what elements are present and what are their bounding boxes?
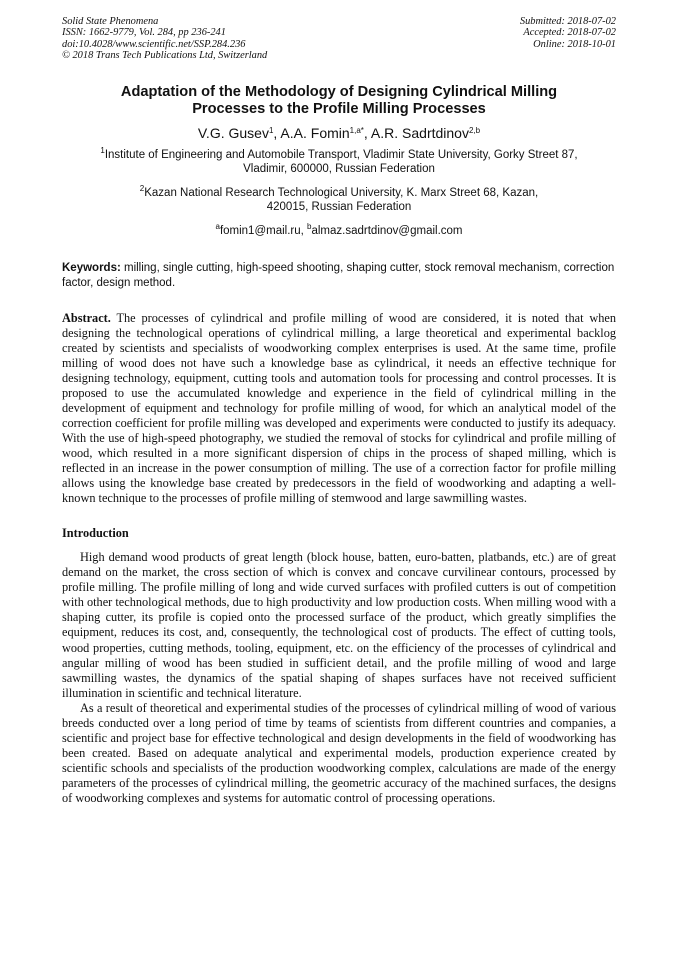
submitted-date: Submitted: 2018-07-02: [519, 16, 616, 27]
abstract-label: Abstract.: [62, 310, 111, 325]
affiliation-1: [62, 145, 616, 177]
intro-paragraph-1: High demand wood products of great length (block house, batten, euro-batten, platbands, etc.) are of great demand on the market, the cross section of which is convex and concave curvilinear contours, processed by profile milling. The profile milling of long and wide curved surfaces with profiled cutters is out of competition with other technological methods, due to high productivity and low production costs. When milling wood with a shaping cutter, its profile is copied onto the processed surface of the product, which greatly simplifies the equipment, reduces its cost, and, consequently, the technological cost of products. The effect of cutting tools, wood properties, cutting methods, tooling, equipment, etc. on the efficiency of the processes of cylindrical and angular milling of wood has been studied in sufficient detail, and the profile milling of wood and large sawmilling wastes, the dynamics of the spatial shaping of shapes surfaces have not received sufficient illumination in scientific and technical literature.: [62, 550, 616, 700]
dates-info: [520, 16, 616, 62]
affiliation-line: Institute of Engineering and Automobile Transport, Vladimir State University, Gorky Street 87,: [104, 148, 578, 161]
journal-name: Solid State Phenomena: [62, 16, 159, 27]
affiliation-line: Kazan National Research Technological University, K. Marx Street 68, Kazan,: [144, 186, 539, 199]
copyright-line: © 2018 Trans Tech Publications Ltd, Switzerland: [62, 50, 268, 62]
online-date: Online: 2018-10-01: [533, 38, 616, 50]
author-superscript: 1: [268, 125, 274, 135]
journal-info: [62, 16, 267, 62]
author-list: [62, 124, 616, 142]
author-name: A.R. Sadrtdinov: [370, 124, 469, 141]
accepted-date: Accepted: 2018-07-02: [523, 27, 616, 39]
keywords-block: [62, 261, 616, 291]
abstract-text: The processes of cylindrical and profile milling of wood are considered, it is noted that when designing the technological operations of cylindrical milling, a large theoretical and experimental backlog created by scientists and specialists of woodworking complex enterprises is used. At the same time, profile milling of wood does not have such a knowledge base as cylindrical, it needs an effective technique for designing technology, equipment, cutting tools and automation tools for processing and control processes. It is proposed to use the accumulated knowledge and experience in the field of cylindrical milling in the development of equipment and technology for profile milling of wood, for which an analytical model of the correction coefficient for profile milling was developed and experiments were conducted to justify its adequacy. With the use of high-speed photography, we studied the removal of stocks for cylindrical and profile milling of wood, which resulted in a more significant dispersion of chips in the process of shaped milling, which is reflected in an increase in the power consumption of milling. The use of a correction factor for profile milling allows using the knowledge base created by predecessors in the field of woodworking and adapting a well-known technique to the processes of profile milling of stemwood and large sawmilling wastes.: [62, 310, 616, 506]
email-link[interactable]: almaz.sadrtdinov@gmail.com: [311, 224, 463, 237]
author-superscript: 2,b: [468, 125, 481, 135]
title-line-1: Adaptation of the Methodology of Designing Cylindrical Milling: [120, 83, 558, 100]
affiliation-line: 420015, Russian Federation: [266, 201, 412, 214]
keywords-label: Keywords:: [62, 261, 121, 274]
email-superscript: b: [307, 221, 312, 231]
author-name: V.G. Gusev: [197, 124, 269, 141]
affiliation-superscript: 1: [100, 145, 105, 155]
affiliation-superscript: 2: [139, 183, 145, 193]
author-separator: ,: [363, 124, 371, 141]
keywords-text: milling, single cutting, high-speed shooting, shaping cutter, stock removal mechanism, correction factor, design method.: [62, 261, 615, 289]
affiliation-line: Vladimir, 600000, Russian Federation: [243, 163, 435, 176]
title-line-2: Processes to the Profile Milling Processes: [192, 101, 486, 118]
author-emails: [62, 221, 616, 238]
author-separator: ,: [273, 124, 281, 141]
paper-title: [62, 84, 616, 119]
abstract-block: [62, 311, 616, 507]
doi-line: doi:10.4028/www.scientific.net/SSP.284.236: [62, 38, 246, 50]
issn-line: ISSN: 1662-9779, Vol. 284, pp 236-241: [62, 27, 226, 39]
section-heading-introduction: Introduction: [62, 526, 129, 541]
author-name: A.A. Fomin: [280, 124, 350, 141]
email-link[interactable]: fomin1@mail.ru,: [219, 224, 308, 237]
email-superscript: a: [215, 221, 220, 231]
journal-header: [62, 16, 616, 62]
affiliation-2: [62, 183, 616, 215]
author-superscript: 1,a*: [349, 125, 364, 135]
intro-paragraph-2: As a result of theoretical and experimental studies of the processes of cylindrical milling of wood of various breeds conducted over a long period of time by teams of scientists from different countries and companies, a scientific and project base for effective technological and design developments in the field of woodworking has been created. Based on adequate analytical and experimental models, production experience created by scientific schools and specialists of the production woodworking complex, calculations are made of the energy parameters of the processes of cylindrical milling, the geometric accuracy of the machined surfaces, the designs of woodworking complexes and systems for automatic control of processing operations.: [62, 700, 616, 805]
